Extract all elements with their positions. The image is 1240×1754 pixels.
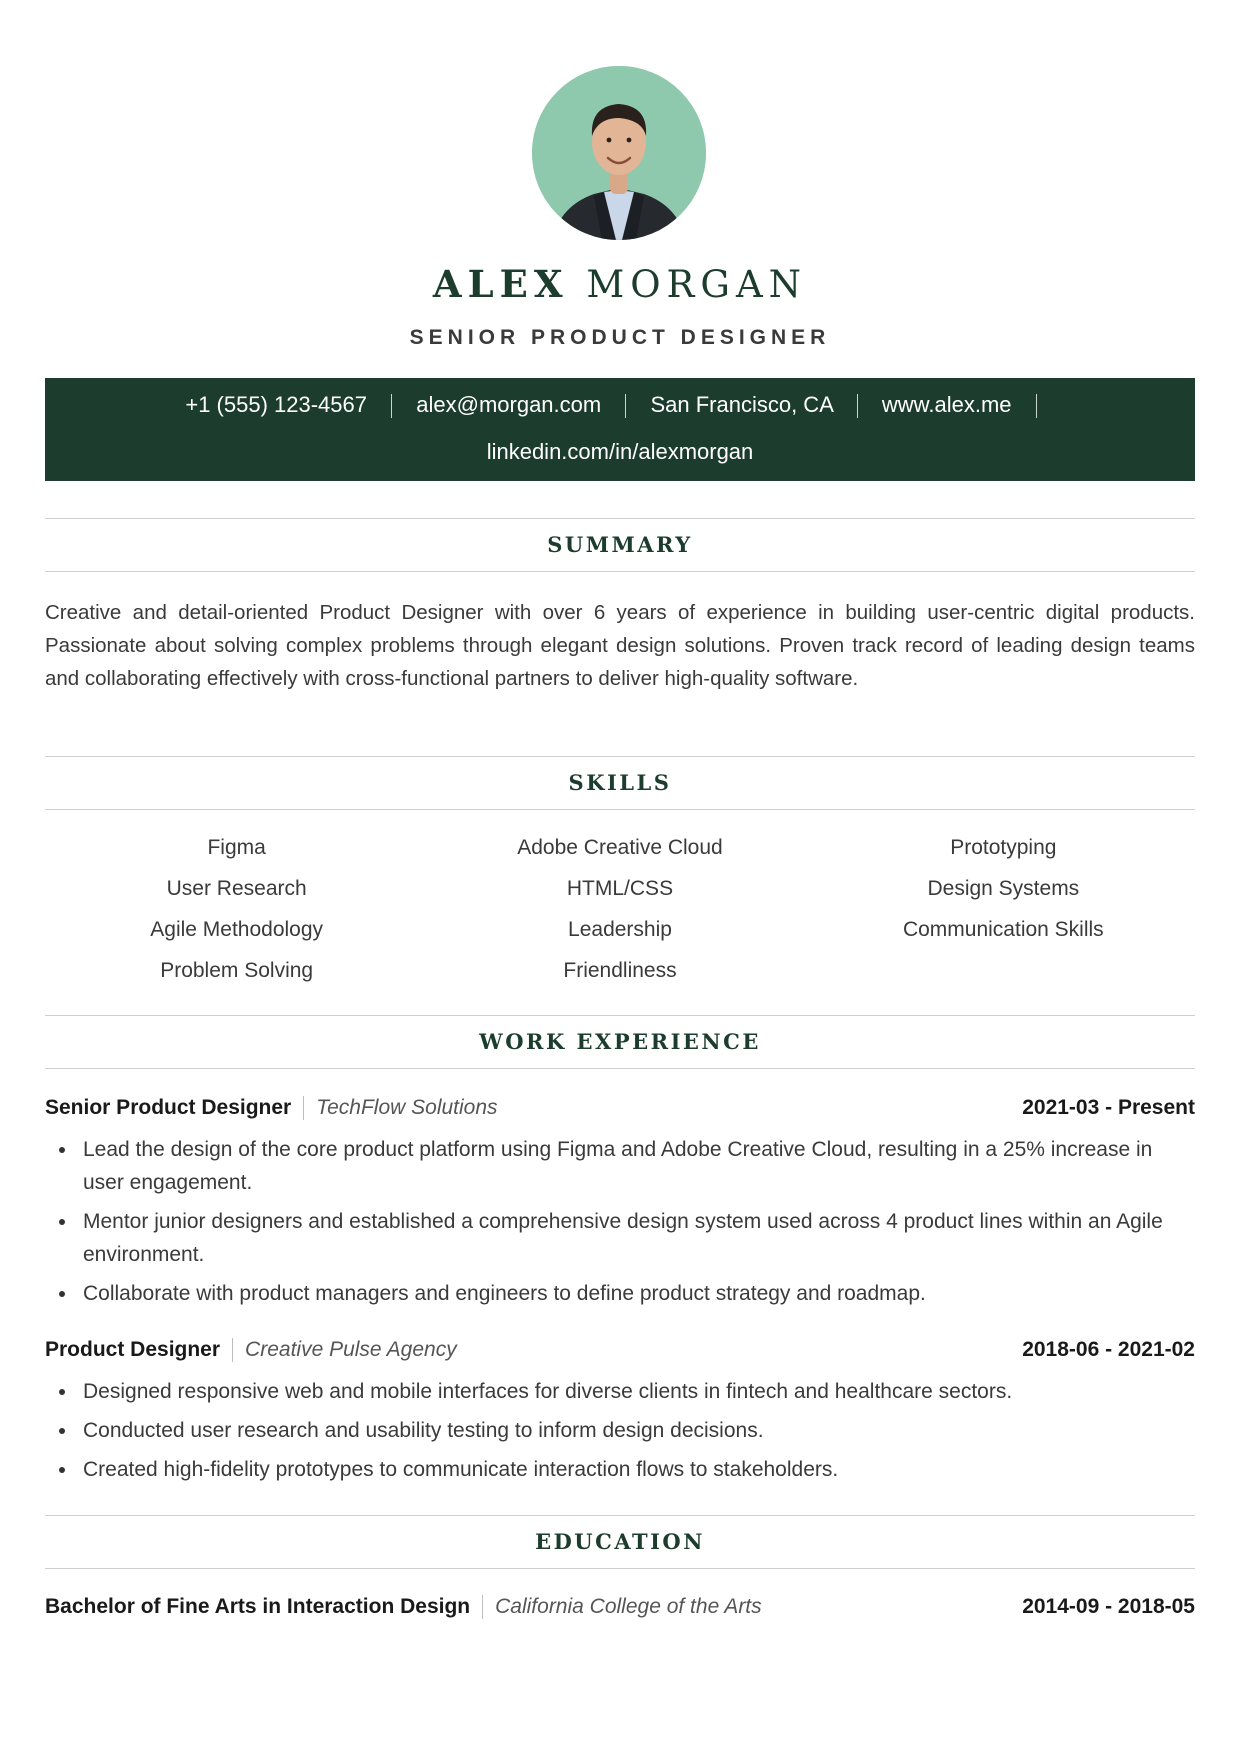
skill-item: Problem Solving xyxy=(160,959,314,982)
contact-separator xyxy=(391,394,392,418)
job-bullets xyxy=(45,1375,1195,1486)
skill-item: Adobe Creative Cloud xyxy=(517,836,723,859)
bullet-item: Conducted user research and usability testing to inform design decisions. xyxy=(45,1414,1195,1447)
contact-separator xyxy=(1036,394,1037,418)
job-dates: 2018-06 - 2021-02 xyxy=(1022,1338,1195,1361)
summary-heading xyxy=(45,518,1195,572)
school-name: California College of the Arts xyxy=(495,1595,762,1618)
skill-item: Agile Methodology xyxy=(150,918,324,941)
skills-heading xyxy=(45,756,1195,810)
degree-name: Bachelor of Fine Arts in Interaction Design xyxy=(45,1595,471,1618)
job-title: Product Designer xyxy=(45,1338,221,1361)
last-name: MORGAN xyxy=(586,263,808,306)
location-text: San Francisco, CA xyxy=(650,392,833,417)
email-link[interactable]: alex@morgan.com xyxy=(416,392,602,417)
title-separator xyxy=(232,1338,233,1362)
phone-text[interactable]: +1 (555) 123-4567 xyxy=(185,392,367,417)
skills-list xyxy=(45,833,1195,986)
contact-row xyxy=(45,392,1195,418)
summary-text: Creative and detail-oriented Product Designer with over 6 years of experience in building user-centric digital products. Passionate about solving complex problems through elegant design solutions. Proven track record of leading design teams and collaborating effectively with cross-functional partners to deliver high-quality software. xyxy=(45,601,1195,690)
job-role: SENIOR PRODUCT DESIGNER xyxy=(409,326,831,349)
bullet-item: Designed responsive web and mobile interfaces for diverse clients in fintech and healthcare sectors. xyxy=(45,1375,1195,1408)
education-header xyxy=(45,1592,1195,1622)
job-dates: 2021-03 - Present xyxy=(1022,1096,1195,1119)
profile-photo-icon xyxy=(532,66,706,240)
title-separator xyxy=(303,1096,304,1120)
contact-row xyxy=(45,439,1195,465)
skill-item: Figma xyxy=(207,836,266,859)
skill-item: Prototyping xyxy=(950,836,1057,859)
candidate-name xyxy=(0,262,1240,306)
job-header xyxy=(45,1093,1195,1123)
bullet-item: Created high-fidelity prototypes to communicate interaction flows to stakeholders. xyxy=(45,1453,1195,1486)
skill-item: User Research xyxy=(166,877,307,900)
experience-heading xyxy=(45,1015,1195,1069)
website-link[interactable]: www.alex.me xyxy=(881,392,1012,417)
job-entry xyxy=(45,1335,1195,1492)
section-title: EDUCATION xyxy=(535,1529,705,1554)
skill-item: Communication Skills xyxy=(902,918,1104,941)
contact-separator xyxy=(625,394,626,418)
contact-bar xyxy=(45,378,1195,481)
job-entry xyxy=(45,1093,1195,1316)
job-header xyxy=(45,1335,1195,1365)
bullet-item: Mentor junior designers and established a comprehensive design system used across 4 product lines within an Agile environment. xyxy=(45,1205,1195,1271)
skill-item: HTML/CSS xyxy=(566,877,674,900)
job-company: Creative Pulse Agency xyxy=(245,1338,457,1361)
bullet-item: Collaborate with product managers and engineers to define product strategy and roadmap. xyxy=(45,1277,1195,1310)
section-title: SKILLS xyxy=(568,770,672,795)
education-entry xyxy=(45,1592,1195,1622)
job-bullets xyxy=(45,1133,1195,1310)
skill-item: Leadership xyxy=(568,918,672,941)
skill-item: Friendliness xyxy=(563,959,677,982)
contact-separator xyxy=(857,394,858,418)
first-name: ALEX xyxy=(432,262,569,306)
profile-photo xyxy=(532,66,706,240)
title-separator xyxy=(482,1595,483,1619)
linkedin-link[interactable]: linkedin.com/in/alexmorgan xyxy=(486,439,754,464)
section-title: SUMMARY xyxy=(547,532,693,557)
skill-item: Design Systems xyxy=(927,877,1080,900)
job-company: TechFlow Solutions xyxy=(316,1096,498,1119)
education-dates: 2014-09 - 2018-05 xyxy=(1022,1595,1195,1618)
section-title: WORK EXPERIENCE xyxy=(479,1029,761,1054)
education-heading xyxy=(45,1515,1195,1569)
job-title: Senior Product Designer xyxy=(45,1096,292,1119)
bullet-item: Lead the design of the core product platform using Figma and Adobe Creative Cloud, resulting in a 25% increase in user engagement. xyxy=(45,1133,1195,1199)
